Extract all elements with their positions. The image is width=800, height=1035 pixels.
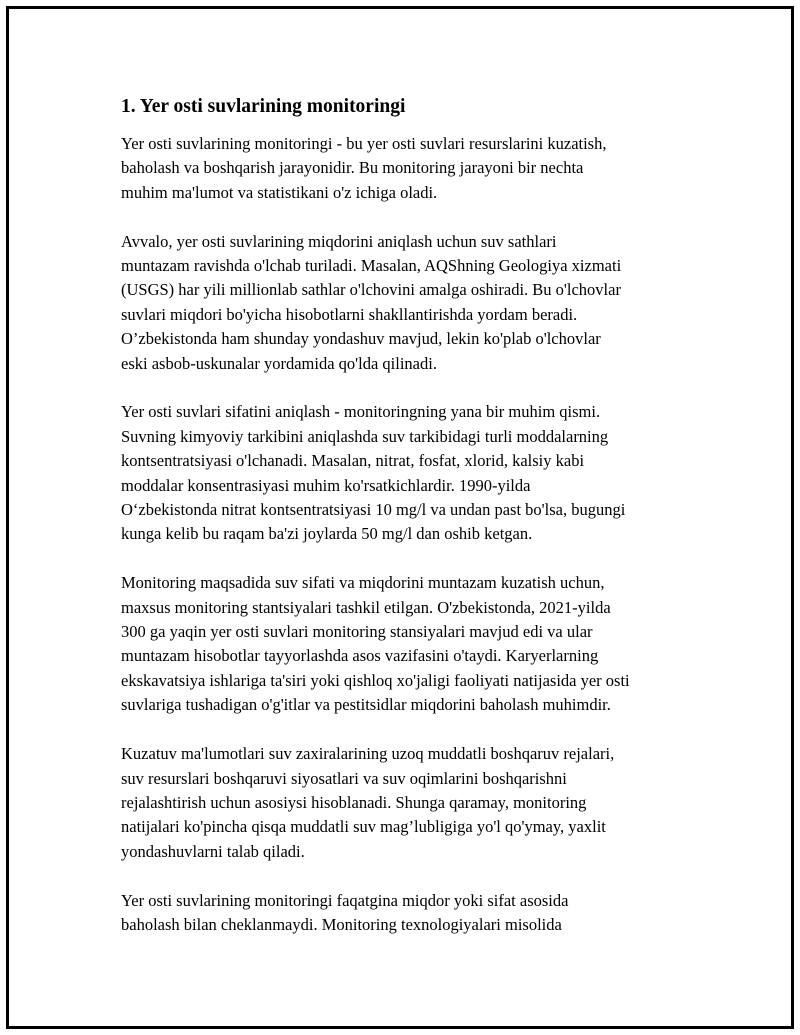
text-line: Suvning kimyoviy tarkibini aniqlashda suv tarkibidagi turli moddalarning xyxy=(121,426,609,446)
text-line: ekskavatsiya ishlariga ta'siri yoki qishloq xo'jaligi faoliyati natijasida yer osti xyxy=(121,670,630,690)
section-heading: 1. Yer osti suvlarining monitoringi xyxy=(121,96,406,117)
text-line: suvlariga tushadigan o'g'itlar va pestitsidlar miqdorini baholash muhimdir. xyxy=(121,695,611,715)
text-line: (USGS) har yili millionlab sathlar o'lchovini amalga oshiradi. Bu o'lchovlar xyxy=(121,280,621,300)
text-line: Kuzatuv ma'lumotlari suv zaxiralarining uzoq muddatli boshqaruv rejalari, xyxy=(121,744,615,764)
text-line: yondashuvlarni talab qiladi. xyxy=(121,841,305,861)
text-line: natijalari ko'pincha qisqa muddatli suv mag’lubligiga yo'l qo'ymay, yaxlit xyxy=(121,817,606,837)
paragraph-quantity xyxy=(121,230,701,376)
paragraph-quality xyxy=(121,400,701,546)
text-line: kunga kelib bu raqam ba'zi joylarda 50 mg/l dan oshib ketgan. xyxy=(121,524,533,544)
text-line: muhim ma'lumot va statistikani o'z ichiga oladi. xyxy=(121,182,438,202)
paragraph-technology xyxy=(121,889,701,938)
text-line: suv resurslari boshqaruvi siyosatlari va suv oqimlarini boshqarishni xyxy=(121,768,567,788)
text-line: Yer osti suvlarining monitoringi faqatgina miqdor yoki sifat asosida xyxy=(121,890,569,910)
text-line: Monitoring maqsadida suv sifati va miqdorini muntazam kuzatish uchun, xyxy=(121,573,605,593)
text-line: kontsentratsiyasi o'lchanadi. Masalan, nitrat, fosfat, xlorid, kalsiy kabi xyxy=(121,451,585,471)
paragraph-management xyxy=(121,742,701,864)
text-line: 300 ga yaqin yer osti suvlari monitoring stansiyalari mavjud edi va ular xyxy=(121,622,593,642)
paragraph-intro xyxy=(121,132,701,205)
text-line: baholash va boshqarish jarayonidir. Bu monitoring jarayoni bir nechta xyxy=(121,158,584,178)
text-line: muntazam ravishda o'lchab turiladi. Masalan, AQShning Geologiya xizmati xyxy=(121,256,622,276)
text-line: Avvalo, yer osti suvlarining miqdorini aniqlash uchun suv sathlari xyxy=(121,231,557,251)
document-body xyxy=(121,95,701,962)
text-line: baholash bilan cheklanmaydi. Monitoring texnologiyalari misolida xyxy=(121,914,562,934)
text-line: eski asbob-uskunalar yordamida qo'lda qilinadi. xyxy=(121,353,437,373)
text-line: Yer osti suvlari sifatini aniqlash - monitoringning yana bir muhim qismi. xyxy=(121,402,601,422)
text-line: O‘zbekistonda nitrat kontsentratsiyasi 10 mg/l va undan past bo'lsa, bugungi xyxy=(121,500,626,520)
text-line: Yer osti suvlarining monitoringi - bu yer osti suvlari resurslarini kuzatish, xyxy=(121,134,607,153)
text-line: maxsus monitoring stantsiyalari tashkil etilgan. O'zbekistonda, 2021-yilda xyxy=(121,597,611,617)
text-line: rejalashtirish uchun asosiysi hisoblanadi. Shunga qaramay, monitoring xyxy=(121,792,587,812)
text-line: moddalar konsentrasiyasi muhim ko'rsatkichlardir. 1990-yilda xyxy=(121,475,531,495)
page-frame xyxy=(6,6,794,1029)
text-line: O’zbekistonda ham shunday yondashuv mavjud, lekin ko'plab o'lchovlar xyxy=(121,329,601,349)
paragraph-stations xyxy=(121,571,701,717)
text-line: muntazam hisobotlar tayyorlashda asos vazifasini o'taydi. Karyerlarning xyxy=(121,646,599,666)
text-line: suvlari miqdori bo'yicha hisobotlarni shakllantirishda yordam beradi. xyxy=(121,304,578,324)
